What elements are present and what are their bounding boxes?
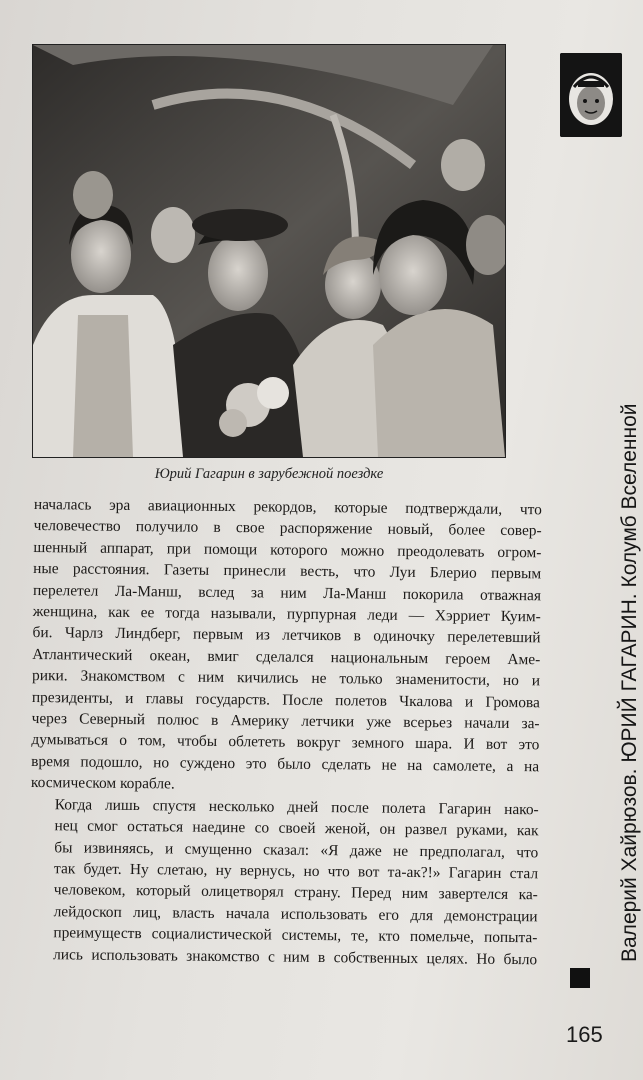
- text-line: нец смог остаться наедине со своей женой, он развел руками, как: [54, 817, 539, 840]
- text-line: через Северный полюс в Америку летчики уже всерьез начали за-: [31, 710, 540, 733]
- text-line: так будет. Ну слетаю, ну вернусь, но что вот та-ак?!» Гагарин стал: [53, 860, 539, 883]
- text-line: время подошло, но суждено это было сделать не на самолете, а на: [31, 752, 540, 776]
- text-line: бы извиняясь, и смущенно сказал: «Я даже не предполагал, что: [54, 838, 539, 861]
- text-line: преимуществ социалистической системы, те, кто помельче, попыта-: [53, 924, 538, 947]
- text-line: лись использовать знакомство с ним в собственных целях. Но было: [53, 945, 538, 968]
- text-line: человечество получило в свое распоряжение новый, более совер-: [33, 517, 542, 540]
- side-portrait-emblem: [560, 53, 622, 137]
- running-header: Валерий Хайрюзов. ЮРИЙ ГАГАРИН. Колумб Вселенной: [618, 403, 641, 962]
- text-line: космическом корабле.: [30, 774, 175, 793]
- text-line: перелетел Ла-Манш, вслед за ним Ла-Манш покорила отважная: [32, 581, 542, 604]
- text-line: шенный аппарат, при помощи которого можно преодолевать огром-: [33, 538, 542, 562]
- text-line: ные расстояния. Газеты принесли весть, что Луи Блерио первым: [33, 560, 542, 583]
- text-line: Атлантический океан, вмиг сделался национальным героем Аме-: [32, 645, 541, 669]
- photo-caption: Юрий Гагарин в зарубежной поездке: [154, 466, 384, 482]
- text-line: началась эра авиационных рекордов, которые подтверждали, что: [33, 495, 542, 519]
- text-line: Когда лишь спустя несколько дней после полета Гагарин нако-: [54, 795, 539, 818]
- body-text: [29, 494, 542, 970]
- gagarin-photo: [33, 45, 505, 457]
- text-line: лейдоскоп лиц, власть начала использовать его для демонстрации: [53, 902, 538, 926]
- text-line: человеком, который олицетворял страну. Перед ним завертелся ка-: [53, 881, 538, 904]
- text-line: женщина, как ее тогда называли, пурпурная леди — Хэрриет Куим-: [32, 603, 541, 626]
- paragraph-1: [31, 494, 542, 799]
- side-black-marker: [570, 968, 590, 988]
- text-line: президенты, и главы государств. После полетов Чкалова и Громова: [31, 688, 540, 711]
- text-line: рики. Знакомством с ним кичились не только знаменитости, но и: [32, 667, 541, 690]
- text-line: би. Чарлз Линдберг, первым из летчиков в одиночку перелетевший: [32, 624, 541, 647]
- text-line: думываться о том, чтобы облететь вокруг земного шара. И вот это: [31, 731, 540, 754]
- page-number: 165: [566, 1022, 603, 1047]
- paragraph-2: [29, 794, 539, 971]
